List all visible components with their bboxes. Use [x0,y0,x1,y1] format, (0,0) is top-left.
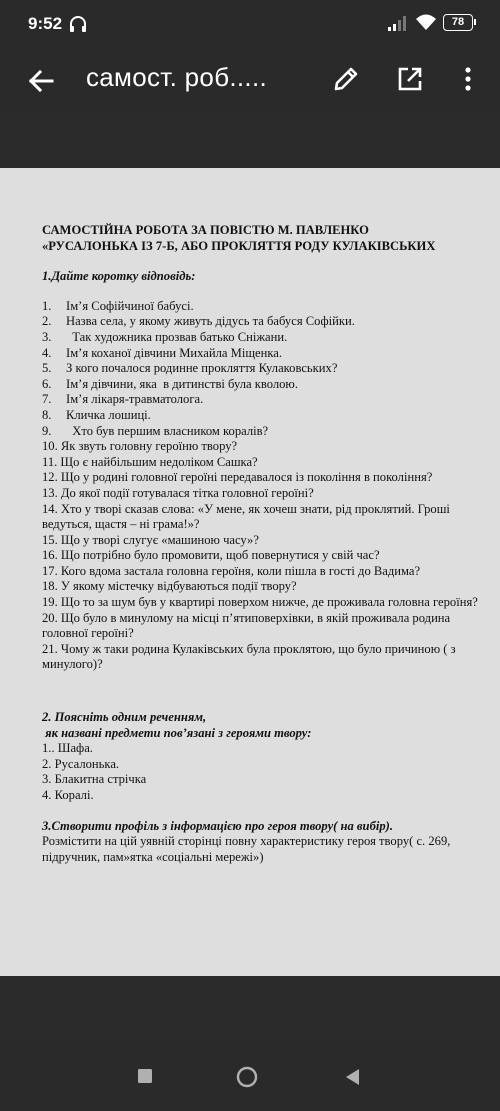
pencil-edit-icon[interactable] [331,64,361,94]
task1-item: 21. Чому ж таки родина Кулаківських була проклятою, що було причиною ( з минулого)? [42,641,456,672]
task1-item-text: Ім’я коханої дівчини Михайла Міщенка. [66,345,283,360]
task1-item-text: Назва села, у якому живуть дідусь та бабуся Софійки. [66,314,355,329]
task3-text: Розмістити на цій уявній сторінці повну характеристику героя твору( с. 269, підручник, пам»ятка «соціальні мережі») [42,834,451,864]
doc-title-line1: САМОСТІЙНА РОБОТА ЗА ПОВІСТЮ М. ПАВЛЕНКО [42,223,369,237]
task1-list [42,299,482,439]
task1-item-text: Так художника прозвав батько Сніжани. [66,329,288,344]
task2-item: 1.. Шафа. [42,741,93,756]
task1-item: 17. Кого вдома застала головна героїня, коли пішла в гості до Вадима? [42,563,421,578]
task2-item: 4. Коралі. [42,788,94,802]
task2-list [42,741,482,803]
open-external-icon[interactable] [395,64,425,94]
task1-item-number: 6. [42,376,52,391]
task1-item-number: 7. [42,392,52,407]
task2-heading-line2: як названі предмети пов’язані з героями твору: [42,725,312,740]
task1-item [42,408,482,424]
task1-item-text: З кого почалося родинне прокляття Кулаковських? [66,361,338,376]
doc-title-line2: «РУСАЛОНЬКА ІЗ 7-Б, АБО ПРОКЛЯТТЯ РОДУ КУЛАКІВСЬКИХ [42,238,436,253]
task2-heading-line1: 2. Поясніть одним реченням, [42,710,207,725]
arrow-back-icon[interactable] [24,64,58,98]
navigation-bar [0,1037,500,1111]
task1-item [42,330,482,346]
task2-item: 2. Русалонька. [42,756,120,771]
task1-item-number: 1. [42,298,52,313]
task1-heading: 1.Дайте коротку відповідь: [42,269,196,284]
document-content [42,223,482,865]
task1-item: 13. До якої події готувалася тітка головної героїні? [42,485,314,500]
task1-item: 18. У якому містечку відбуваються події твору? [42,579,297,594]
task1-item-text: Хто був першим власником коралів? [66,423,269,438]
task1-item [42,377,482,393]
task1-item [42,314,482,330]
task1-item-number: 9. [42,423,52,438]
task1-item: 20. Що було в минулому на місці п’ятиповерхівки, в якій проживала родина головної героїні? [42,610,451,641]
headset-icon [68,14,88,34]
task1-item: 19. Що то за шум був у квартирі поверхом нижче, де проживала головна героїня? [42,595,478,610]
status-bar [0,0,500,50]
task1-item: 12. Що у родині головної героїні передавалося із покоління в покоління? [42,470,433,485]
task1-item: 10. Як звуть головну героїню твору? [42,439,238,454]
app-bar [0,50,500,112]
nav-back-triangle-icon[interactable] [343,1067,361,1087]
document-viewer[interactable] [0,112,500,1037]
nav-home-circle-icon[interactable] [236,1066,258,1088]
task1-item: 15. Що у творі слугує «машиною часу»? [42,532,259,547]
document-page [0,168,500,976]
task1-item [42,392,482,408]
more-vertical-icon[interactable] [462,64,474,94]
task1-item-text: Кличка лошиці. [66,407,151,422]
document-title: самост. роб..... [86,62,267,92]
task1-item [42,424,482,440]
task1-item-text: Ім’я дівчини, яка в дитинстві була кволою. [66,376,298,391]
task1-item: 16. Що потрібно було промовити, щоб повернутися у свій час? [42,548,380,563]
task1-item [42,361,482,377]
task1-item [42,346,482,362]
signal-icon [387,14,409,32]
task1-item: 14. Хто у творі сказав слова: «У мене, як хочеш знати, рід проклятий. Гроші ведуться, щастя – ні грама!»? [42,501,450,532]
task1-item-number: 2. [42,314,52,329]
task1-item-number: 5. [42,361,52,376]
task1-item-number: 3. [42,329,52,344]
wifi-icon [415,13,437,31]
nav-recents-square-icon[interactable] [137,1068,153,1084]
task2-item: 3. Блакитна стрічка [42,772,147,787]
task1-item-number: 8. [42,407,52,422]
task3-heading: 3.Створити профіль з інформацією про героя твору( на вибір). [42,818,393,833]
task1-item [42,299,482,315]
task1-item: 11. Що є найбільшим недоліком Сашка? [42,454,258,469]
status-time: 9:52 [28,14,63,33]
task1-item-text: Ім’я Софійчиної бабусі. [66,298,194,313]
battery-indicator: 78 [443,14,473,31]
task1-item-number: 4. [42,345,52,360]
task1-list-continued [42,439,482,673]
task1-item-text: Ім’я лікаря-травматолога. [66,392,204,407]
